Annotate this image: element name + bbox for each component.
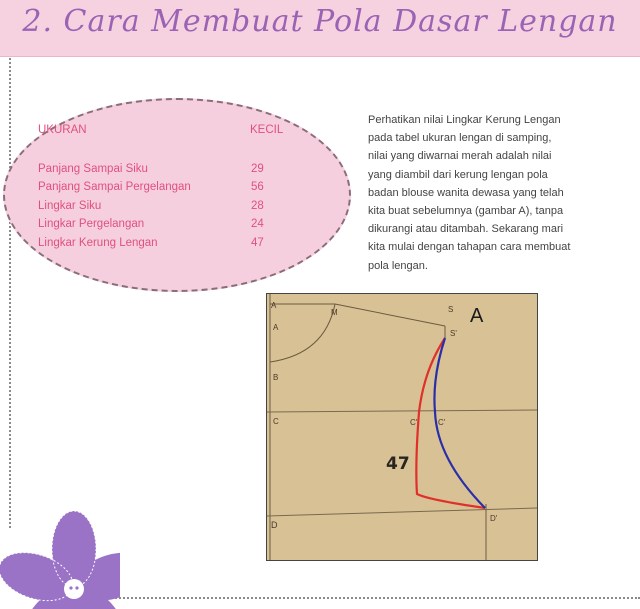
size-row-label: Panjang Sampai Siku [38, 162, 148, 175]
size-row-label: Lingkar Kerung Lengan [38, 236, 158, 249]
size-row-value: 28 [251, 199, 264, 212]
flower-decoration-icon [0, 485, 120, 609]
size-row-value: 56 [251, 181, 264, 193]
size-row-label: Lingkar Pergelangan [38, 218, 145, 230]
paragraph-line: pada tabel ukuran lengan di samping, [368, 132, 552, 145]
size-row [38, 234, 288, 253]
size-table [38, 121, 288, 252]
paragraph-line: nilai yang diwarnai merah adalah nilai [368, 150, 552, 163]
label-s: S [448, 305, 454, 314]
header-banner [0, 0, 640, 57]
pattern-photo [266, 293, 538, 561]
size-row-label: Panjang Sampai Pergelangan [38, 181, 191, 193]
size-row [38, 197, 288, 216]
measurement-47: 47 [386, 454, 410, 474]
label-a-mid: A [273, 323, 279, 332]
label-c1: C' [410, 418, 418, 427]
label-c2: C' [438, 418, 446, 427]
label-d1: D' [490, 514, 498, 523]
paragraph-line: pola lengan. [368, 259, 428, 272]
page-title: 2. Cara Membuat Pola Dasar Lengan [22, 4, 618, 39]
size-row [38, 160, 288, 179]
pattern-drawing [267, 294, 537, 560]
paragraph-line: badan blouse wanita dewasa yang telah [368, 186, 564, 199]
size-header-value: KECIL [250, 124, 284, 136]
label-a-top: A [271, 301, 277, 310]
explanation-paragraph [368, 111, 613, 275]
paragraph-line: kita mulai dengan tahapan cara membuat [368, 241, 571, 254]
label-c: C [273, 417, 279, 426]
label-b: B [273, 373, 279, 382]
label-m: M [331, 308, 338, 317]
bottom-dotted-border [100, 597, 640, 599]
label-s1: S' [450, 329, 457, 338]
size-table-header [38, 121, 288, 140]
paragraph-line: Perhatikan nilai Lingkar Kerung Lengan [368, 114, 561, 126]
size-row-value: 29 [251, 162, 264, 175]
figure-label-a: A [470, 305, 484, 327]
size-row [38, 178, 288, 197]
left-dotted-border [9, 58, 11, 528]
label-d: D [271, 520, 278, 530]
paragraph-line: kita buat sebelumnya (gambar A), tanpa [368, 205, 564, 218]
paragraph-line: yang diambil dari kerung lengan pola [368, 168, 548, 181]
size-row [38, 215, 288, 234]
size-row-value: 24 [251, 218, 264, 230]
size-header-label: UKURAN [38, 124, 87, 136]
size-row-value: 47 [251, 236, 264, 249]
size-row-label: Lingkar Siku [38, 199, 102, 212]
paragraph-line: dikurangi atau ditambah. Sekarang mari [368, 223, 564, 236]
